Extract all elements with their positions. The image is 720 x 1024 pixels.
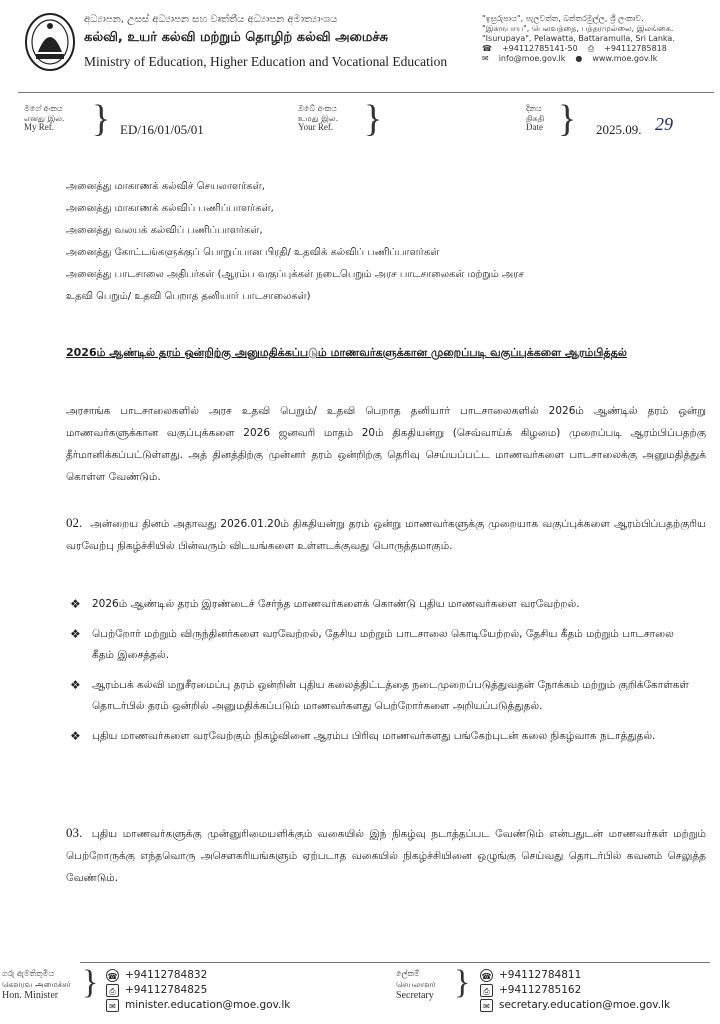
email-icon: ✉ [482, 54, 489, 63]
secretary-email-row [480, 998, 670, 1013]
header-fax: +94112785818 [604, 44, 667, 53]
email-icon: ✉ [106, 999, 119, 1012]
brace-icon: } [364, 98, 383, 140]
list-item-text: புதிய மாணவர்களை வரவேற்கும் நிகழ்வினை ஆரம்ப பிரிவு மாணவர்களது பங்கேற்புடன் கலை நிகழ்வாக நடாத்துதல். [92, 730, 656, 742]
fax-icon: ⎙ [587, 44, 595, 53]
list-item-text: ஆரம்பக் கல்வி மறுசீரமைப்பு தரம் ஒன்றின் புதிய கலைத்திட்டத்தை நடைமுறைப்படுத்துவதன் நோக்கம் மற்றும் குறிக்கோள்கள் தொடர்பில் தரம் ஒன்றில் அனுமதிக்கப்படும் மாணவர்களது பெற்றோர்களை அறியப்படுத்துதல். [92, 679, 689, 712]
paragraph-3-text: புதிய மாணவர்களுக்கு முன்னுரிமையளிக்கும் வகையில் இந் நிகழ்வு நடாத்தப்பட வேண்டும் என்பதுடன் மாணவர்கள் மற்றும் பெற்றோருக்கு எந்தவொரு அசௌகரியங்களும் ஏற்படாத வகையில் நிகழ்ச்சியினை ஒழுங்கு செய்வது தொடர்பில் கவனம் செலுத்த வேண்டும். [66, 828, 706, 884]
secretary-fax: +94112785162 [499, 984, 582, 996]
contact-row-phone [482, 44, 718, 54]
ministry-name-sinhala: අධ්‍යාපන, උසස් අධ්‍යාපන සහ වෘත්තීය අධ්‍යාපන අමාත්‍යාංශය [84, 14, 338, 25]
fax-icon: ⎙ [106, 984, 119, 997]
diamond-bullet-icon: ❖ [70, 678, 81, 692]
contact-row-email [482, 54, 718, 64]
phone-icon: ☎ [106, 969, 119, 982]
minister-email-row [106, 998, 290, 1013]
minister-fax: +94112784825 [125, 984, 208, 996]
date-handwritten: 29 [655, 114, 673, 134]
secretary-phone-row [480, 968, 670, 983]
header-divider [18, 92, 714, 93]
list-item-text: பெற்றோர் மற்றும் விருந்தினர்களை வரவேற்றல், தேசிய மற்றும் பாடசாலை கொடியேற்றல், தேசிய கீதம் மற்றும் பாடசாலை கீதம் இசைத்தல். [92, 628, 674, 661]
addressee-line: அனைத்து கோட்டங்களுக்குப் பொறுப்பான பிரதி/ உதவிக் கல்விப் பணிப்பாளர்கள் [66, 247, 440, 258]
secretary-fax-row [480, 983, 670, 998]
minister-email[interactable]: minister.education@moe.gov.lk [125, 999, 291, 1011]
fax-icon: ⎙ [480, 984, 493, 997]
list-item [70, 594, 690, 615]
header-web[interactable]: www.moe.gov.lk [592, 54, 658, 63]
addressee-list [66, 176, 706, 308]
list-item [70, 726, 690, 747]
addressee-line: அனைத்து பாடசாலை அதிபர்கள் (ஆரம்ப வகுப்புக்கள் நடைபெறும் அரச பாடசாலைகள் மற்றும் அரச [66, 269, 524, 280]
secretary-contacts [480, 968, 670, 1013]
header-phone: +94112785141-50 [501, 44, 578, 53]
diamond-bullet-icon: ❖ [70, 627, 81, 641]
government-emblem-icon [24, 12, 76, 72]
list-item-text: 2026ம் ஆண்டில் தரம் இரண்டைச் சேர்ந்த மாணவர்களைக் கொண்டு புதிய மாணவர்களை வரவேற்றல். [92, 598, 580, 610]
web-icon: ● [575, 54, 583, 63]
phone-icon: ☎ [480, 969, 493, 982]
minister-label: ගරු ඇමතිතුමිය கௌரவ அமைச்சர் Hon. Minister [2, 969, 71, 1001]
paragraph-2-text: அன்றைய தினம் அதாவது 2026.01.20ம் திகதியன்று தரம் ஒன்று மாணவர்களுக்கு முறையாக வகுப்புக்களை ஆரம்பிப்பதற்குரிய வரவேற்பு நிகழ்ச்சியில் பின்வரும் விடயங்களை உள்ளடக்குவது பொருத்தமாகும். [66, 518, 707, 552]
paragraph-2 [66, 512, 706, 557]
brace-icon: } [558, 98, 577, 140]
list-item [70, 624, 690, 666]
paragraph-3-number: 03. [66, 825, 83, 840]
date-value: 2025.09. [596, 122, 642, 137]
diamond-bullet-icon: ❖ [70, 597, 81, 611]
addressee-line: அனைத்து வலயக் கல்விப் பணிப்பாளர்கள், [66, 225, 263, 236]
email-icon: ✉ [480, 999, 493, 1012]
list-item [70, 675, 690, 717]
ministry-name-tamil: கல்வி, உயர் கல்வி மற்றும் தொழிற் கல்வி அமைச்சு [84, 30, 389, 45]
event-items-list [70, 594, 690, 756]
footer-divider [80, 962, 710, 963]
address-sinhala: "ඉසුරුපාය", පැලවත්ත, බත්තරමුල්ල, ශ්‍රී ලංකාව. [482, 14, 644, 23]
minister-phone-row [106, 968, 290, 983]
paragraph-2-number: 02. [66, 515, 83, 530]
secretary-email[interactable]: secretary.education@moe.gov.lk [499, 999, 671, 1011]
minister-phone: +94112784832 [125, 969, 208, 981]
ministry-name-english: Ministry of Education, Higher Education and Vocational Education [84, 54, 448, 69]
brace-icon: } [454, 964, 471, 1001]
minister-contacts [106, 968, 290, 1013]
minister-fax-row [106, 983, 290, 998]
addressee-line: உதவி பெறும்/ உதவி பெறாத தனியார் பாடசாலைகள்) [66, 291, 311, 302]
addressee-line: அனைத்து மாகாணக் கல்விச் செயலாளர்கள், [66, 181, 265, 192]
ministry-address-block [482, 14, 718, 64]
phone-icon: ☎ [482, 44, 492, 53]
brace-icon: } [92, 98, 111, 140]
letter-subject: 2026ம் ஆண்டில் தரம் ஒன்றிற்கு அனுமதிக்கப்படும் மாணவர்களுக்கான முறைப்படி வகுப்புக்களை ஆரம்பித்தல் [66, 346, 627, 359]
address-english: "Isurupaya", Pelawatta, Battaramulla, Sri Lanka. [482, 34, 675, 43]
my-ref-label: මගේ අංකය எனது இல. My Ref. [24, 104, 65, 132]
diamond-bullet-icon: ❖ [70, 729, 81, 743]
address-tamil: "இசுருபாய", பெலவத்தை, பத்தரமுல்லை, இலங்கை. [482, 24, 674, 33]
secretary-label: ලේකම් செயலாளர் Secretary [396, 969, 436, 1001]
paragraph-3 [66, 822, 706, 889]
header-email[interactable]: info@moe.gov.lk [498, 54, 566, 63]
secretary-phone: +94112784811 [499, 969, 582, 981]
your-ref-label: ඔබේ අංකය உமது இல. Your Ref. [298, 104, 339, 132]
brace-icon: } [82, 964, 99, 1001]
date-label: දිනය திகதி Date [526, 104, 545, 132]
addressee-line: அனைத்து மாகாணக் கல்விப் பணிப்பாளர்கள், [66, 203, 274, 214]
my-ref-value: ED/16/01/05/01 [120, 122, 204, 137]
paragraph-1: அரசாங்க பாடசாலைகளில் அரச உதவி பெறும்/ உதவி பெறாத தனியார் பாடசாலைகளில் 2026ம் ஆண்டில் தரம் ஒன்று மாணவர்களுக்கான வகுப்புக்களை 2026 ஜனவரி மாதம் 20ம் திகதியன்று (செவ்வாய்க் கிழமை) முறைப்படி ஆரம்பிப்பதற்கு தீர்மானிக்கப்பட்டுள்ளது. அத் தினத்திற்கு முன்னர் தரம் ஒன்றிற்கு தெரிவு செய்யப்பட்ட மாணவர்களை பாடசாலைக்கு அனுமதித்துக் கொள்ள வேண்டும். [66, 405, 706, 483]
